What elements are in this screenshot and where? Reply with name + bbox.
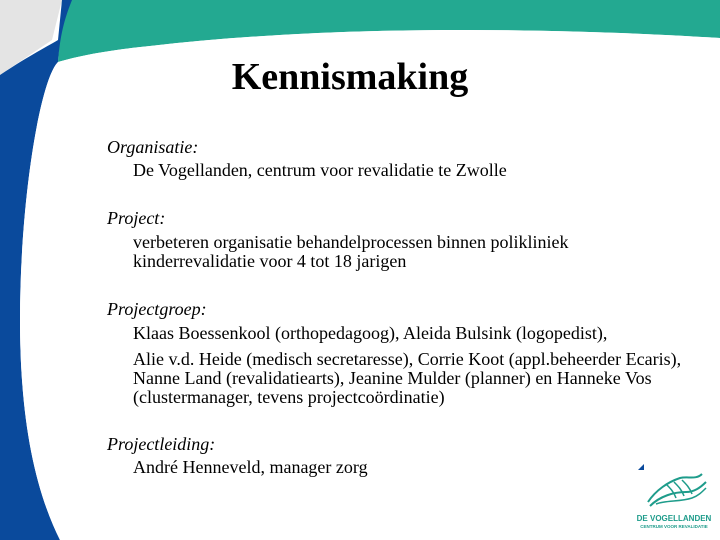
slide-title: Kennismaking xyxy=(231,56,469,98)
section-heading-projectgroep: Projectgroep: xyxy=(107,299,207,319)
vogellanden-logo xyxy=(636,462,712,534)
section-text-projectleiding: André Henneveld, manager zorg xyxy=(133,457,368,477)
section-text-project: verbeteren organisatie behandelprocessen binnen polikliniek kinderrevalidatie voor 4 tot 18 jarigen xyxy=(133,232,569,271)
logo-hands-icon xyxy=(636,462,712,512)
section-heading-project: Project: xyxy=(107,208,166,228)
section-heading-projectleiding: Projectleiding: xyxy=(107,434,216,454)
logo-tagline: CENTRUM VOOR REVALIDATIE xyxy=(640,524,708,529)
section-text-projectgroep-1: Klaas Boessenkool (orthopedagoog), Aleida Bulsink (logopedist), xyxy=(133,323,608,343)
section-heading-organisatie: Organisatie: xyxy=(107,137,199,157)
section-text-organisatie: De Vogellanden, centrum voor revalidatie te Zwolle xyxy=(133,160,507,180)
logo-name: DE VOGELLANDEN xyxy=(636,514,712,523)
section-text-projectgroep-2: Alie v.d. Heide (medisch secretaresse), Corrie Koot (appl.beheerder Ecaris), Nanne Land (revalidatiearts), Jeanine Mulder (planner) en Hanneke Vos (clustermanager, tevens projectcoördinatie) xyxy=(133,349,682,407)
